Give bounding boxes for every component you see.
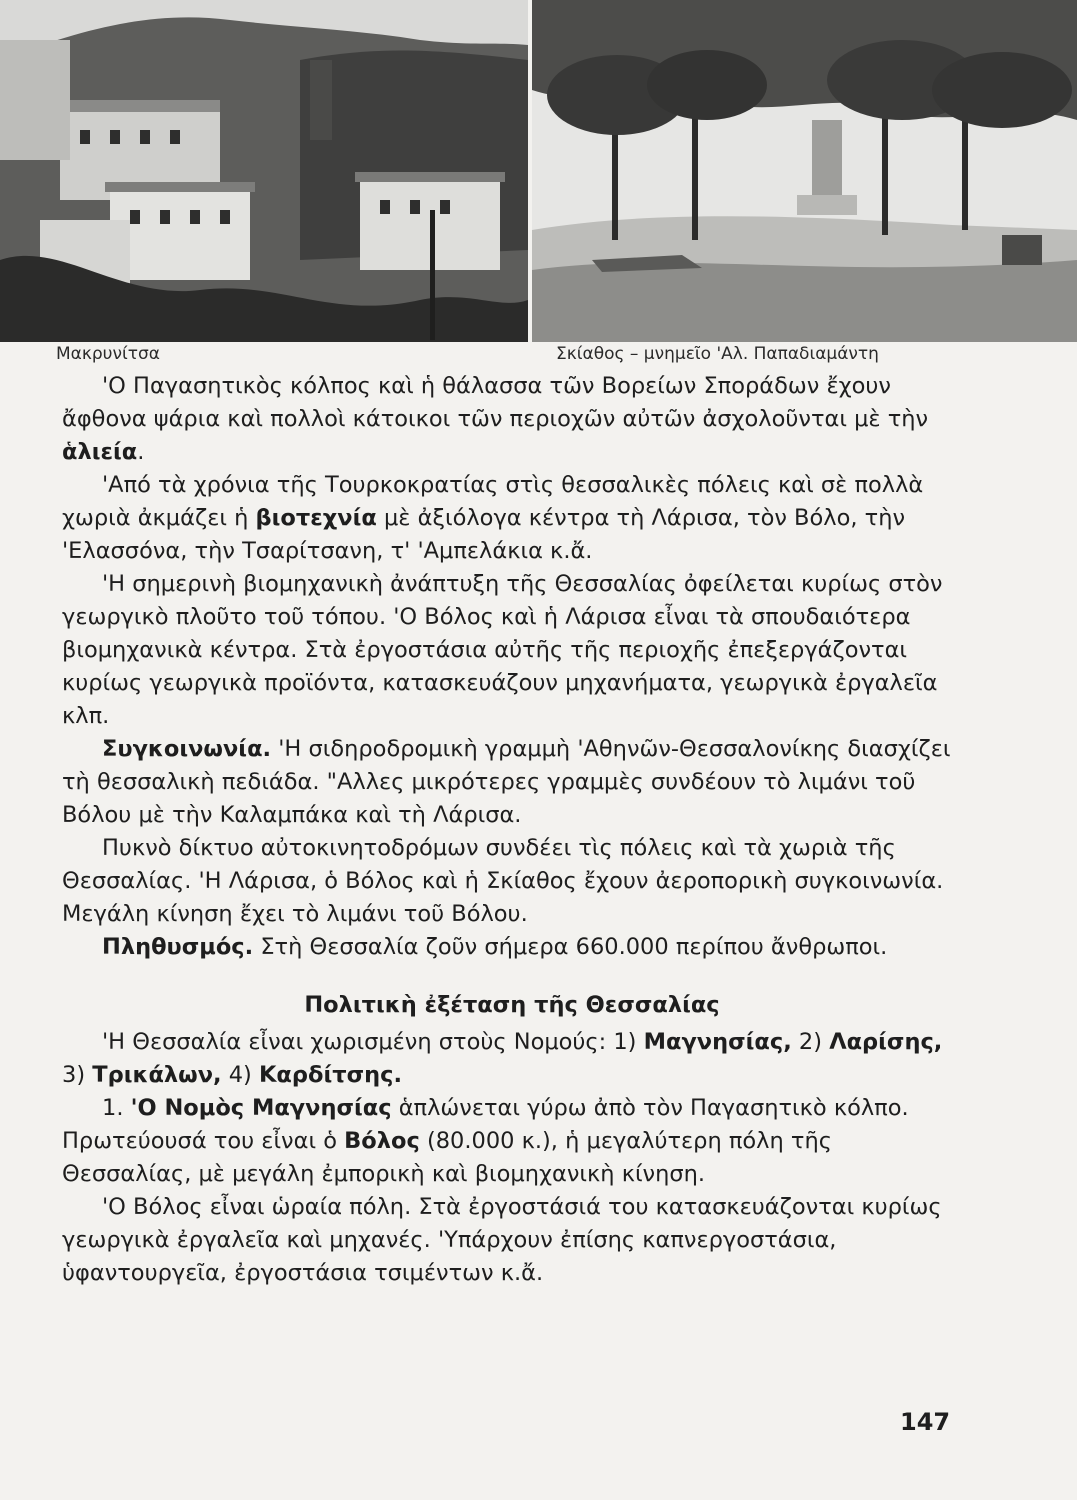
term-transport: Συγκοινωνία.	[102, 736, 272, 762]
photo-makrynitsa	[0, 0, 528, 342]
term-population: Πληθυσμός.	[102, 934, 254, 960]
paragraph-roads: Πυκνὸ δίκτυο αὐτοκινητοδρόμων συνδέει τὶς πόλεις καὶ τὰ χωριὰ τῆς Θεσσαλίας. 'Η Λάρισα, ὁ Βόλος καὶ ἡ Σκίαθος ἔχουν ἀεροπορικὴ συγκοινωνία. Μεγάλη κίνηση ἔχει τὸ λιμάνι τοῦ Βόλου.	[62, 835, 944, 927]
photo-caption-left: Μακρυνίτσα	[56, 344, 160, 364]
photo-caption-right: Σκίαθος – μνημεῖο 'Αλ. Παπαδιαμάντη	[556, 344, 879, 364]
paragraph-prefectures: 'Η Θεσσαλία εἶναι χωρισμένη στοὺς Νομούς: 1) Μαγνησίας, 2) Λαρίσης, 3) Τρικάλων, 4) Καρδίτσης.	[62, 1029, 943, 1088]
paragraph-magnesia: 1. 'Ο Νομὸς Μαγνησίας ἁπλώνεται γύρω ἀπὸ τὸν Παγασητικὸ κόλπο. Πρωτεύουσά του εἶναι ὁ Βόλος (80.000 κ.), ἡ μεγαλύτερη πόλη τῆς Θεσσαλίας, μὲ μεγάλη ἐμπορικὴ καὶ βιομηχανικὴ κίνηση.	[62, 1095, 909, 1187]
photo-skiathos-image	[532, 0, 1077, 342]
term-crafts: βιοτεχνία	[255, 505, 377, 531]
paragraph-crafts: 'Από τὰ χρόνια τῆς Τουρκοκρατίας στὶς θεσσαλικὲς πόλεις καὶ σὲ πολλὰ χωριὰ ἀκμάζει ἡ βιοτεχνία μὲ ἀξιόλογα κέντρα τὴ Λάρισα, τὸν Βόλο, τὴν 'Ελασσόνα, τὴν Τσαρίτσανη, τ' 'Αμπελάκια κ.ἄ.	[62, 472, 924, 564]
term-fishing: ἁλιεία	[62, 439, 138, 465]
paragraph-fishing: 'Ο Παγασητικὸς κόλπος καὶ ἡ θάλασσα τῶν Βορείων Σποράδων ἔχουν ἄφθονα ψάρια καὶ πολλοὶ κάτοικοι τῶν περιοχῶν αὐτῶν ἀσχολοῦνται μὲ τὴν ἁλιεία.	[62, 373, 929, 465]
section-heading: Πολιτικὴ ἐξέταση τῆς Θεσσαλίας	[304, 992, 720, 1018]
photo-skiathos-monument	[532, 0, 1077, 342]
paragraph-industry: 'Η σημερινὴ βιομηχανικὴ ἀνάπτυξη τῆς Θεσσαλίας ὀφείλεται κυρίως στὸν γεωργικὸ πλοῦτο τοῦ τόπου. 'Ο Βόλος καὶ ἡ Λάρισα εἶναι τὰ σπουδαιότερα βιομηχανικὰ κέντρα. Στὰ ἐργοστάσια αὐτῆς τῆς περιοχῆς ἐπεξεργάζονται κυρίως γεωργικὰ προϊόντα, κατασκευάζουν μηχανήματα, γεωργικὰ ἐργαλεῖα κλπ.	[62, 571, 943, 729]
body-text	[62, 370, 962, 1290]
paragraph-volos: 'Ο Βόλος εἶναι ὡραία πόλη. Στὰ ἐργοστάσιά του κατασκευάζονται κυρίως γεωργικὰ ἐργαλεῖα καὶ μηχανές. 'Υπάρχουν ἐπίσης καπνεργοστάσια, ὑφαντουργεῖα, ἐργοστάσια τσιμέντων κ.ἄ.	[62, 1194, 942, 1286]
photo-makrynitsa-image	[0, 0, 528, 342]
page-number: 147	[900, 1408, 951, 1436]
paragraph-population: Πληθυσμός. Στὴ Θεσσαλία ζοῦν σήμερα 660.000 περίπου ἄνθρωποι.	[102, 934, 888, 960]
paragraph-transport: Συγκοινωνία. 'Η σιδηροδρομικὴ γραμμὴ 'Αθηνῶν-Θεσσαλονίκης διασχίζει τὴ θεσσαλικὴ πεδιάδα. "Αλλες μικρότερες γραμμὲς συνδέουν τὸ λιμάνι τοῦ Βόλου μὲ τὴν Καλαμπάκα καὶ τὴ Λάρισα.	[62, 736, 951, 828]
